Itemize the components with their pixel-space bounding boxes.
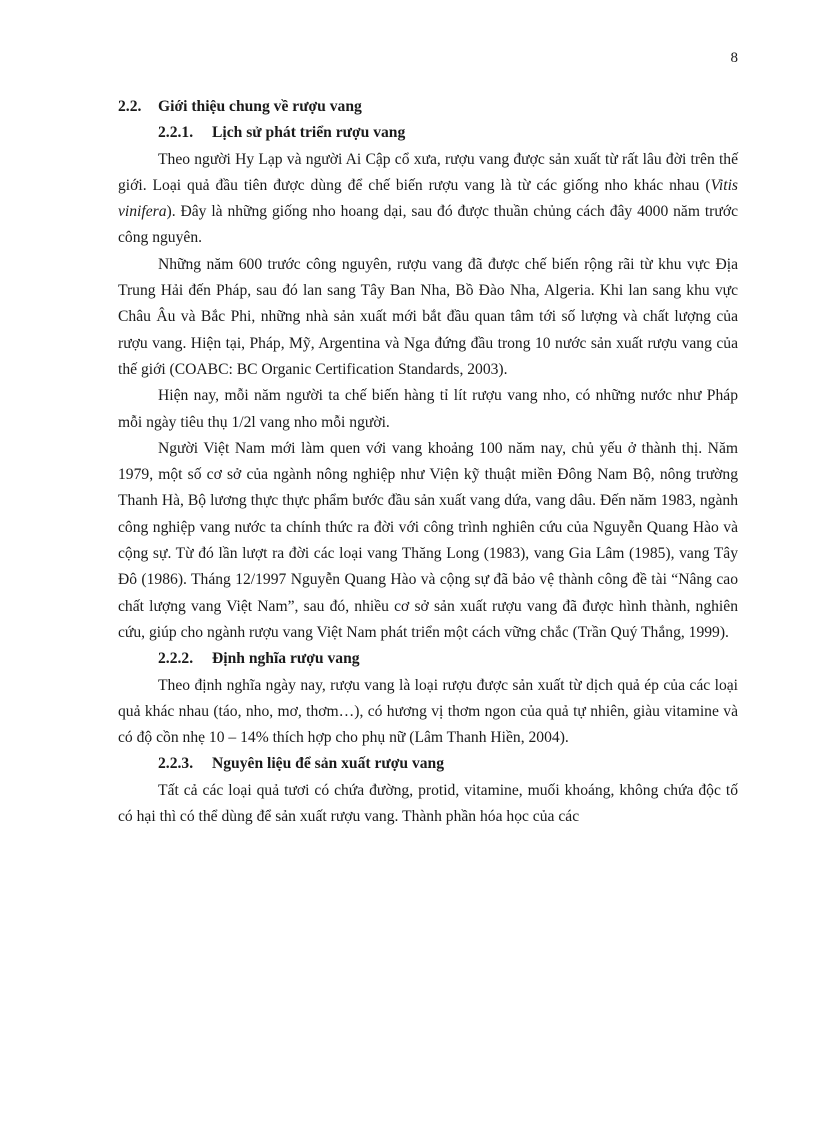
section-title: Giới thiệu chung về rượu vang: [158, 98, 362, 115]
subsection-title: Nguyên liệu để sản xuất rượu vang: [212, 755, 445, 773]
subsection-heading: [118, 751, 738, 777]
scientific-name: Vitis vinifera: [118, 176, 738, 221]
paragraph-text: ). Đây là những giống nho hoang dại, sau đó được thuần chủng cách đây 4000 năm trước công nguyên.: [118, 203, 738, 247]
subsection-heading: [118, 120, 738, 146]
paragraph: [118, 147, 738, 252]
page-number: 8: [730, 50, 738, 66]
paragraph: Những năm 600 trước công nguyên, rượu vang đã được chế biến rộng rãi từ khu vực Địa Trung Hải đến Pháp, sau đó lan sang Tây Ban Nha, Bồ Đào Nha, Algeria. Khi lan sang khu vực Châu Âu và Bắc Phi, những nhà sản xuất mới bắt đầu quan tâm tới số lượng và chất lượng của rượu vang. Hiện tại, Pháp, Mỹ, Argentina và Nga đứng đầu trong 10 nước sản xuất rượu vang của thế giới (COABC: BC Organic Certification Standards, 2003).: [118, 255, 738, 378]
paragraph: Tất cả các loại quả tươi có chứa đường, protid, vitamine, muối khoáng, không chứa độc tố có hại thì có thể dùng để sản xuất rượu vang. Thành phần hóa học của các: [118, 781, 738, 826]
paragraph: Người Việt Nam mới làm quen với vang khoảng 100 năm nay, chủ yếu ở thành thị. Năm 1979, một số cơ sở của ngành nông nghiệp như Viện kỹ thuật miền Đông Nam Bộ, nông trường Thanh Hà, Bộ lương thực thực phẩm bước đầu sản xuất vang dứa, vang dâu. Đến năm 1983, ngành công nghiệp vang nước ta chính thức ra đời với công trình nghiên cứu của Nguyễn Quang Hào và cộng sự. Từ đó lần lượt ra đời các loại vang Thăng Long (1983), vang Gia Lâm (1985), vang Tây Đô (1986). Tháng 12/1997 Nguyễn Quang Hào và cộng sự đã bảo vệ thành công đề tài “Nâng cao chất lượng vang Việt Nam”, sau đó, nhiều cơ sở sản xuất rượu vang đã được hình thành, nghiên cứu, giúp cho ngành rượu vang Việt Nam phát triển một cách vững chắc (Trần Quý Thắng, 1999).: [118, 439, 738, 641]
subsection-title: Định nghĩa rượu vang: [212, 650, 360, 668]
subsection-number: 2.2.3.: [158, 755, 194, 773]
subsection-number: 2.2.2.: [158, 650, 194, 668]
document-body: [118, 94, 738, 830]
paragraph-text: Theo người Hy Lạp và người Ai Cập cổ xưa, rượu vang được sản xuất từ rất lâu đời trên thế giới. Loại quả đầu tiên được dùng để chế biến rượu vang là từ các giống nho khác nhau (: [118, 150, 738, 194]
paragraph: Theo định nghĩa ngày nay, rượu vang là loại rượu được sản xuất từ dịch quả ép của các loại quả khác nhau (táo, nho, mơ, thơm…), có hương vị thơm ngon của quả tự nhiên, giàu vitamine và có độ cồn nhẹ 10 – 14% thích hợp cho phụ nữ (Lâm Thanh Hiền, 2004).: [118, 676, 738, 747]
subsection-heading: [118, 646, 738, 672]
section-number: 2.2.: [118, 98, 142, 115]
section-heading: [118, 94, 738, 120]
subsection-title: Lịch sử phát triển rượu vang: [212, 124, 406, 142]
subsection-number: 2.2.1.: [158, 124, 194, 142]
paragraph: Hiện nay, mỗi năm người ta chế biến hàng tỉ lít rượu vang nho, có những nước như Pháp mỗi ngày tiêu thụ 1/2l vang nho mỗi người.: [118, 387, 738, 431]
